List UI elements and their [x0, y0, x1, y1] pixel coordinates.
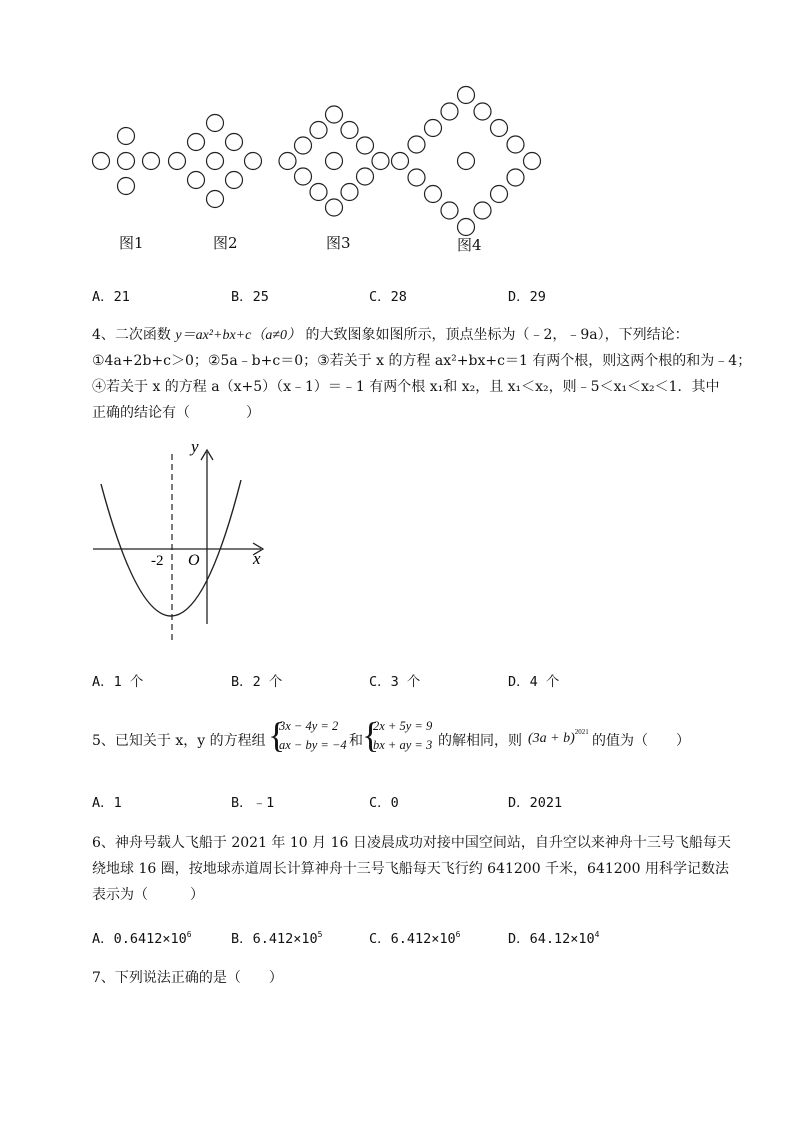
q5-system-2: [373, 717, 432, 755]
q6-option-d-base: D．64.12×10: [508, 931, 595, 947]
circle-pattern-figures: [0, 0, 794, 240]
q6-option-b-exp: 5: [317, 930, 323, 939]
q3-option-d: D．29: [508, 289, 546, 305]
pattern-circle: [474, 103, 491, 120]
pattern-circle: [245, 153, 262, 170]
q5-expr-base: (3a + b): [528, 731, 575, 746]
q4-option-a: A．1 个: [92, 674, 144, 690]
pattern-circle: [408, 169, 425, 186]
q5-brace-2: {: [362, 715, 380, 755]
pattern-circle: [458, 87, 475, 104]
q4-line1-rest: 的大致图象如图所示，顶点坐标为（﹣2，﹣9a），下列结论：: [305, 327, 689, 343]
pattern-circle: [441, 103, 458, 120]
q5-sys1-eq1: 3x − 4y = 2: [279, 719, 339, 733]
q5-and: 和: [349, 733, 363, 749]
pattern-circle: [425, 186, 442, 203]
q5-sys1-eq2: ax − by = −4: [279, 738, 347, 752]
pattern-circle: [310, 122, 327, 139]
pattern-circle: [188, 172, 205, 189]
parabola-curve: [101, 480, 241, 616]
q6-line-1: 6、神舟号载人飞船于 2021 年 10 月 16 日凌晨成功对接中国空间站，自升空以来神舟十三号飞船每天: [92, 835, 731, 851]
parabola-graph: [85, 432, 275, 650]
x-axis-label: x: [253, 549, 261, 568]
q5-sys2-eq2: bx + ay = 3: [373, 738, 433, 752]
pattern-circle: [169, 153, 186, 170]
pattern-circle: [207, 191, 224, 208]
pattern-circle: [458, 219, 475, 236]
q3-option-c: C．28: [369, 289, 407, 305]
pattern-circle: [279, 153, 296, 170]
pattern-circle: [188, 134, 205, 151]
q4-option-c: C．3 个: [369, 674, 421, 690]
q5-brace-1: {: [268, 715, 286, 755]
q3-option-a: A．21: [92, 289, 130, 305]
q5-expression: [528, 728, 589, 747]
pattern-circle: [408, 136, 425, 153]
pattern-circle: [357, 137, 374, 154]
pattern-circle: [458, 153, 475, 170]
pattern-circle: [295, 137, 312, 154]
q5-prefix: 5、已知关于 x，y 的方程组: [92, 733, 266, 749]
q5-suffix: 的值为（ ）: [592, 733, 690, 749]
pattern-circle: [491, 186, 508, 203]
q5-option-d: D．2021: [508, 795, 563, 811]
q6-option-b: [231, 927, 322, 947]
pattern-circle: [326, 199, 343, 216]
pattern-circle: [341, 184, 358, 201]
pattern-circle: [295, 168, 312, 185]
pattern-circle: [93, 153, 110, 170]
pattern-circle: [524, 153, 541, 170]
pattern-circle: [341, 122, 358, 139]
q6-option-a: [92, 927, 192, 947]
q6-option-c: [369, 927, 460, 947]
q6-option-d: [508, 927, 599, 947]
q6-option-a-base: A．0.6412×10: [92, 931, 187, 947]
q5-option-a: A．1: [92, 795, 122, 811]
pattern-circle: [372, 153, 389, 170]
q3-option-b: B．25: [231, 289, 269, 305]
pattern-circle: [143, 153, 160, 170]
pattern-circle: [441, 202, 458, 219]
figure-label-3: 图3: [326, 234, 351, 252]
pattern-circle: [118, 153, 135, 170]
q4-formula: y＝ax²+bx+c（a≠0）: [175, 328, 302, 343]
pattern-circle: [207, 115, 224, 132]
q4-option-b: B．2 个: [231, 674, 283, 690]
pattern-circle: [326, 106, 343, 123]
pattern-circle: [507, 136, 524, 153]
q6-option-c-base: C．6.412×10: [369, 931, 456, 947]
q5-expr-exponent: 2021: [574, 728, 589, 736]
q6-line-2: 绕地球 16 圈，按地球赤道周长计算神舟十三号飞船每天飞行约 641200 千米，641200 用科学记数法: [92, 861, 729, 877]
q5-option-c: C．0: [369, 795, 399, 811]
q5-middle: 的解相同，则: [438, 733, 522, 749]
pattern-circle: [474, 202, 491, 219]
pattern-circle: [507, 169, 524, 186]
q5-sys2-eq1: 2x + 5y = 9: [373, 719, 433, 733]
q4-line-3: ④若关于 x 的方程 a（x+5）（x﹣1）＝﹣1 有两个根 x₁和 x₂，且 x₁＜x₂，则﹣5＜x₁＜x₂＜1．其中: [92, 379, 720, 395]
pattern-circle: [310, 184, 327, 201]
pattern-circle: [226, 172, 243, 189]
q7-text: 7、下列说法正确的是（ ）: [92, 970, 283, 986]
figure-label-1: 图1: [119, 234, 144, 252]
q5-option-b: B．﹣1: [231, 795, 275, 811]
q5-system-1: [279, 717, 347, 755]
q4-option-d: D．4 个: [508, 674, 560, 690]
figure-label-4: 图4: [457, 236, 482, 254]
q4-line-1: [92, 324, 689, 344]
pattern-circle: [118, 128, 135, 145]
q6-option-a-exp: 6: [186, 930, 192, 939]
pattern-circle: [207, 153, 224, 170]
pattern-circle: [118, 178, 135, 195]
q6-option-b-base: B．6.412×10: [231, 931, 318, 947]
q4-line-2: ①4a+2b+c＞0；②5a﹣b+c＝0；③若关于 x 的方程 ax²+bx+c＝1 有两个根，则这两个根的和为﹣4；: [92, 353, 752, 369]
pattern-circle: [491, 120, 508, 137]
q4-prefix: 4、二次函数: [92, 327, 171, 343]
q4-line-4: 正确的结论有（ ）: [92, 405, 260, 421]
origin-label: O: [188, 552, 200, 569]
pattern-circle: [392, 153, 409, 170]
pattern-circle: [425, 120, 442, 137]
q6-option-d-exp: 4: [594, 930, 600, 939]
pattern-circle: [326, 153, 343, 170]
y-axis-label: y: [191, 437, 199, 456]
q6-option-c-exp: 6: [455, 930, 461, 939]
q6-line-3: 表示为（ ）: [92, 887, 204, 903]
pattern-circle: [226, 134, 243, 151]
pattern-circle: [357, 168, 374, 185]
figure-label-2: 图2: [213, 234, 238, 252]
tick-label-neg2: -2: [151, 553, 164, 569]
